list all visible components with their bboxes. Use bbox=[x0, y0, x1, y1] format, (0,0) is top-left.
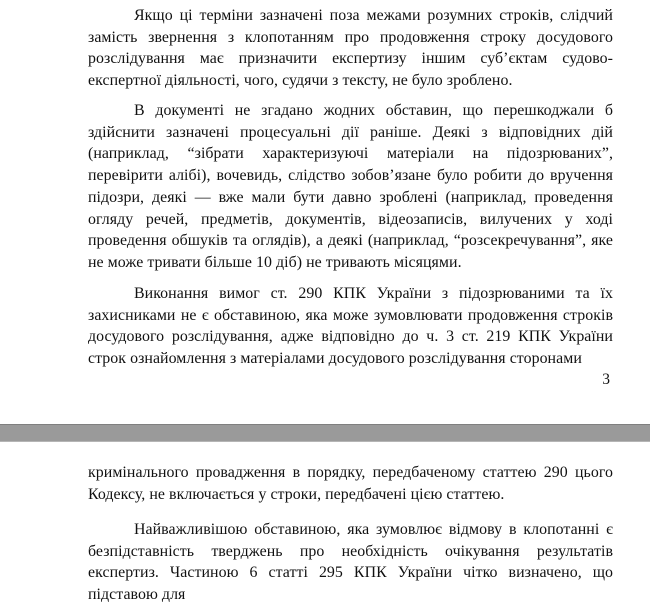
paragraph-no-obstacles: В документі не згадано жодних обставин, що перешкоджали б здійснити зазначені процесуальні дії раніше. Деякі з відповідних дій (наприклад, “зібрати характеризуючі матеріали на підозрюваних”, перевірити алібі), вочевидь, слідство зобов’язане було робити до вручення підозри, деякі — вже мали бути давно зроблені (наприклад, проведення огляду речей, предметів, документів, відеозаписів, вилучених у ході проведення обшуків та оглядів), а деякі (наприклад, “розсекречування”, яке не може тривати більше 10 діб) не тривають місяцями. bbox=[88, 102, 613, 271]
page-separator bbox=[0, 424, 650, 442]
document-page-4 bbox=[0, 442, 650, 604]
paragraph-main-circumstance: Найважливішою обставиною, яка зумовлює відмову в клопотанні є безпідставність тверджень про необхідність очікування результатів експертиз. Частиною 6 статті 295 КПК України чітко визначено, що підставою для bbox=[88, 521, 613, 604]
paragraph-continuation: кримінального провадження в порядку, передбаченому статтею 290 цього Кодексу, не включається у строки, передбачені цією статтею. bbox=[88, 464, 613, 503]
paragraph-expert-terms: Якщо ці терміни зазначені поза межами розумних строків, слідчий замість звернення з клопотанням про продовження строку досудового розслідування має призначити експертизу іншим суб’єктам судово-експертної діяльності, чого, судячи з тексту, не було зроблено. bbox=[88, 7, 613, 90]
paragraph-article-290: Виконання вимог ст. 290 КПК України з підозрюваними та їх захисниками не є обставиною, яка може зумовлювати продовження строків досудового розслідування, адже відповідно до ч. 3 ст. 219 КПК України строк ознайомлення з матеріалами досудового розслідування сторонами bbox=[88, 285, 613, 368]
page-number: 3 bbox=[602, 371, 610, 388]
